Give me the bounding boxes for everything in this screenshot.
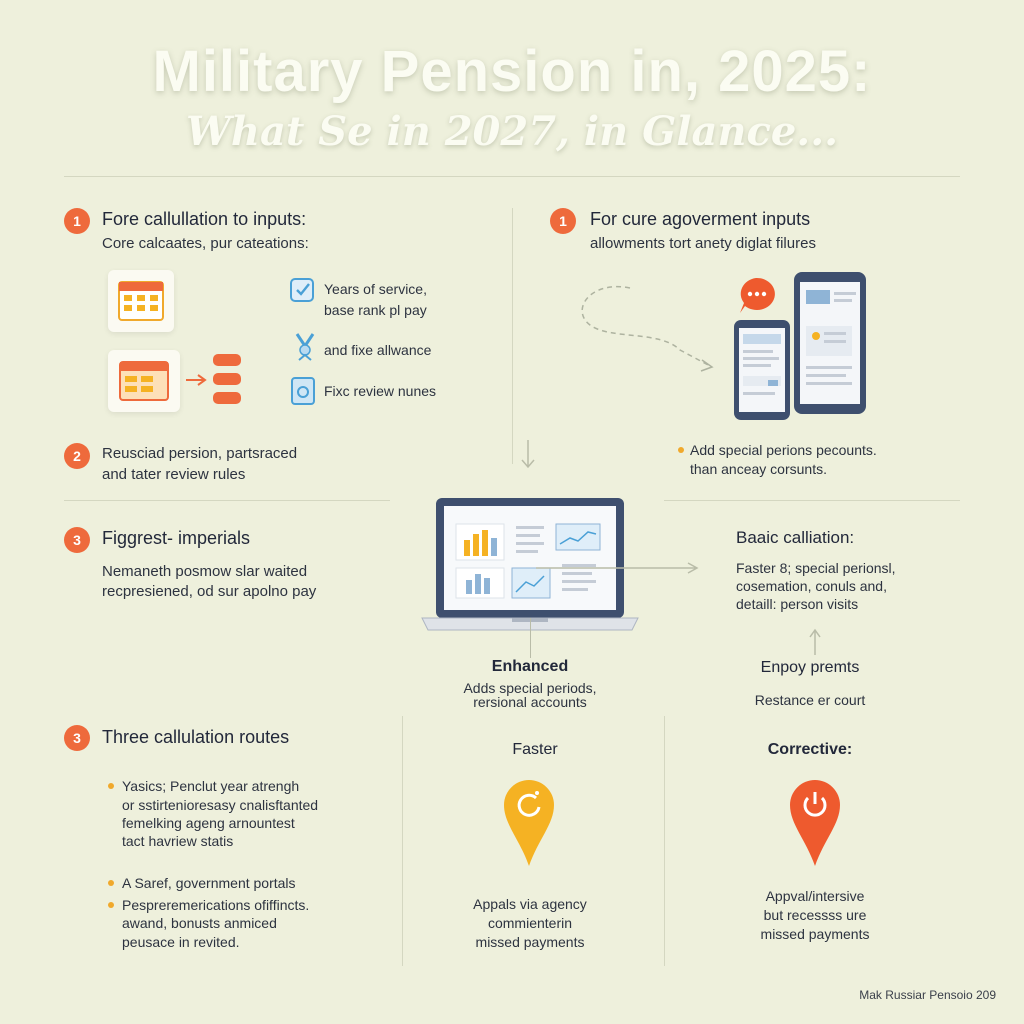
enhanced-title: Enhanced [491, 658, 569, 675]
enhanced-text: Adds special periods, [463, 680, 597, 696]
checkbox-icon [288, 276, 318, 306]
basic-text: detaill: person visits [736, 596, 859, 612]
enjoy-title: Enpoy premts [760, 659, 860, 676]
step-badge: 1 [550, 208, 576, 234]
bullet-text: peusace in revited. [122, 934, 240, 950]
section-title: Figgrest- imperials [102, 528, 251, 548]
up-arrow-icon [806, 628, 824, 656]
section-description: Core calcaates, pur cateations: [102, 235, 309, 252]
input-item: Years of service, [324, 281, 427, 297]
page-subtitle: What Se in 2027, in Glance... [185, 108, 839, 155]
section-text: recpresiened, od sur apolno pay [102, 583, 317, 600]
input-item: Fixc review nunes [324, 383, 437, 399]
footer-credit: Mak Russiar Pensoio 209 [859, 988, 996, 1002]
right-mid-divider [664, 500, 960, 501]
bullet-dot [108, 783, 114, 789]
basic-title: Baaic calliation: [736, 528, 855, 547]
bullet-text: Pespreremerications ofiffincts. [122, 897, 310, 913]
down-arrow-icon [516, 440, 540, 470]
bullet-dot [678, 447, 684, 453]
section-description: allowments tort anety diglat filures [590, 235, 816, 252]
connector-line [530, 618, 531, 658]
basic-text: cosemation, conuls and, [736, 578, 887, 594]
header-divider [64, 176, 960, 177]
bullet-dot [108, 902, 114, 908]
section-title: Three callulation routes [102, 727, 290, 747]
right-arrow-icon [536, 560, 706, 576]
section-text: Nemaneth posmow slar waited [102, 563, 308, 580]
schedule-icon [108, 350, 180, 412]
step-badge: 3 [64, 725, 90, 751]
input-item: and fixe allwance [324, 342, 432, 358]
step-badge: 3 [64, 527, 90, 553]
corrective-title: Corrective: [767, 741, 853, 758]
bottom-left-divider [402, 716, 403, 966]
left-mid-divider [64, 500, 390, 501]
dashed-arrow-icon [570, 280, 730, 380]
calendar-icon [108, 270, 174, 332]
corrective-text: Appval/intersive [765, 888, 865, 904]
bullet-text: or sstirtenioresasy cnalisftanted [122, 797, 319, 813]
bullet-text: A Saref, government portals [122, 875, 296, 891]
note-text: than anceay corsunts. [690, 461, 827, 477]
right-arrow-icon [184, 372, 210, 388]
note-text: Add special perions pecounts. [690, 442, 877, 458]
bullet-dot [108, 880, 114, 886]
faster-text: missed payments [475, 934, 585, 950]
top-center-divider [512, 208, 513, 464]
faster-title: Faster [512, 741, 558, 758]
section-title: Fore callullation to inputs: [102, 209, 307, 229]
bullet-text: tact havriew statis [122, 833, 234, 849]
calendar-card [108, 270, 174, 332]
document-icon [288, 374, 320, 408]
bullet-text: Yasics; Penclut year atrengh [122, 778, 300, 794]
map-pin-icon [502, 778, 556, 868]
bottom-right-divider [664, 716, 665, 966]
bullet-text: femelking ageng arnountest [122, 815, 295, 831]
section-text: Reusciad persion, partsraced [102, 445, 298, 462]
page-title: Military Pension in, 2025: [152, 39, 872, 104]
schedule-card [108, 350, 180, 412]
map-pin-icon [788, 778, 842, 868]
bullet-text: awand, bonusts anmiced [122, 915, 277, 931]
section-text: and tater review rules [102, 466, 246, 483]
basic-text: Faster 8; special perionsl, [736, 560, 896, 576]
enjoy-text: Restance er court [754, 692, 866, 708]
corrective-text: missed payments [760, 926, 870, 942]
corrective-text: but recessss ure [763, 907, 867, 923]
faster-text: Appals via agency [473, 896, 587, 912]
step-badge: 1 [64, 208, 90, 234]
phones-icon [730, 270, 870, 422]
section-title: For cure agoverment inputs [590, 209, 811, 229]
stack-icon [212, 352, 242, 406]
enhanced-text: rersional accounts [473, 694, 587, 710]
faster-text: commienterin [487, 915, 573, 931]
input-item: base rank pl pay [324, 302, 427, 318]
medal-icon [292, 330, 318, 362]
step-badge: 2 [64, 443, 90, 469]
